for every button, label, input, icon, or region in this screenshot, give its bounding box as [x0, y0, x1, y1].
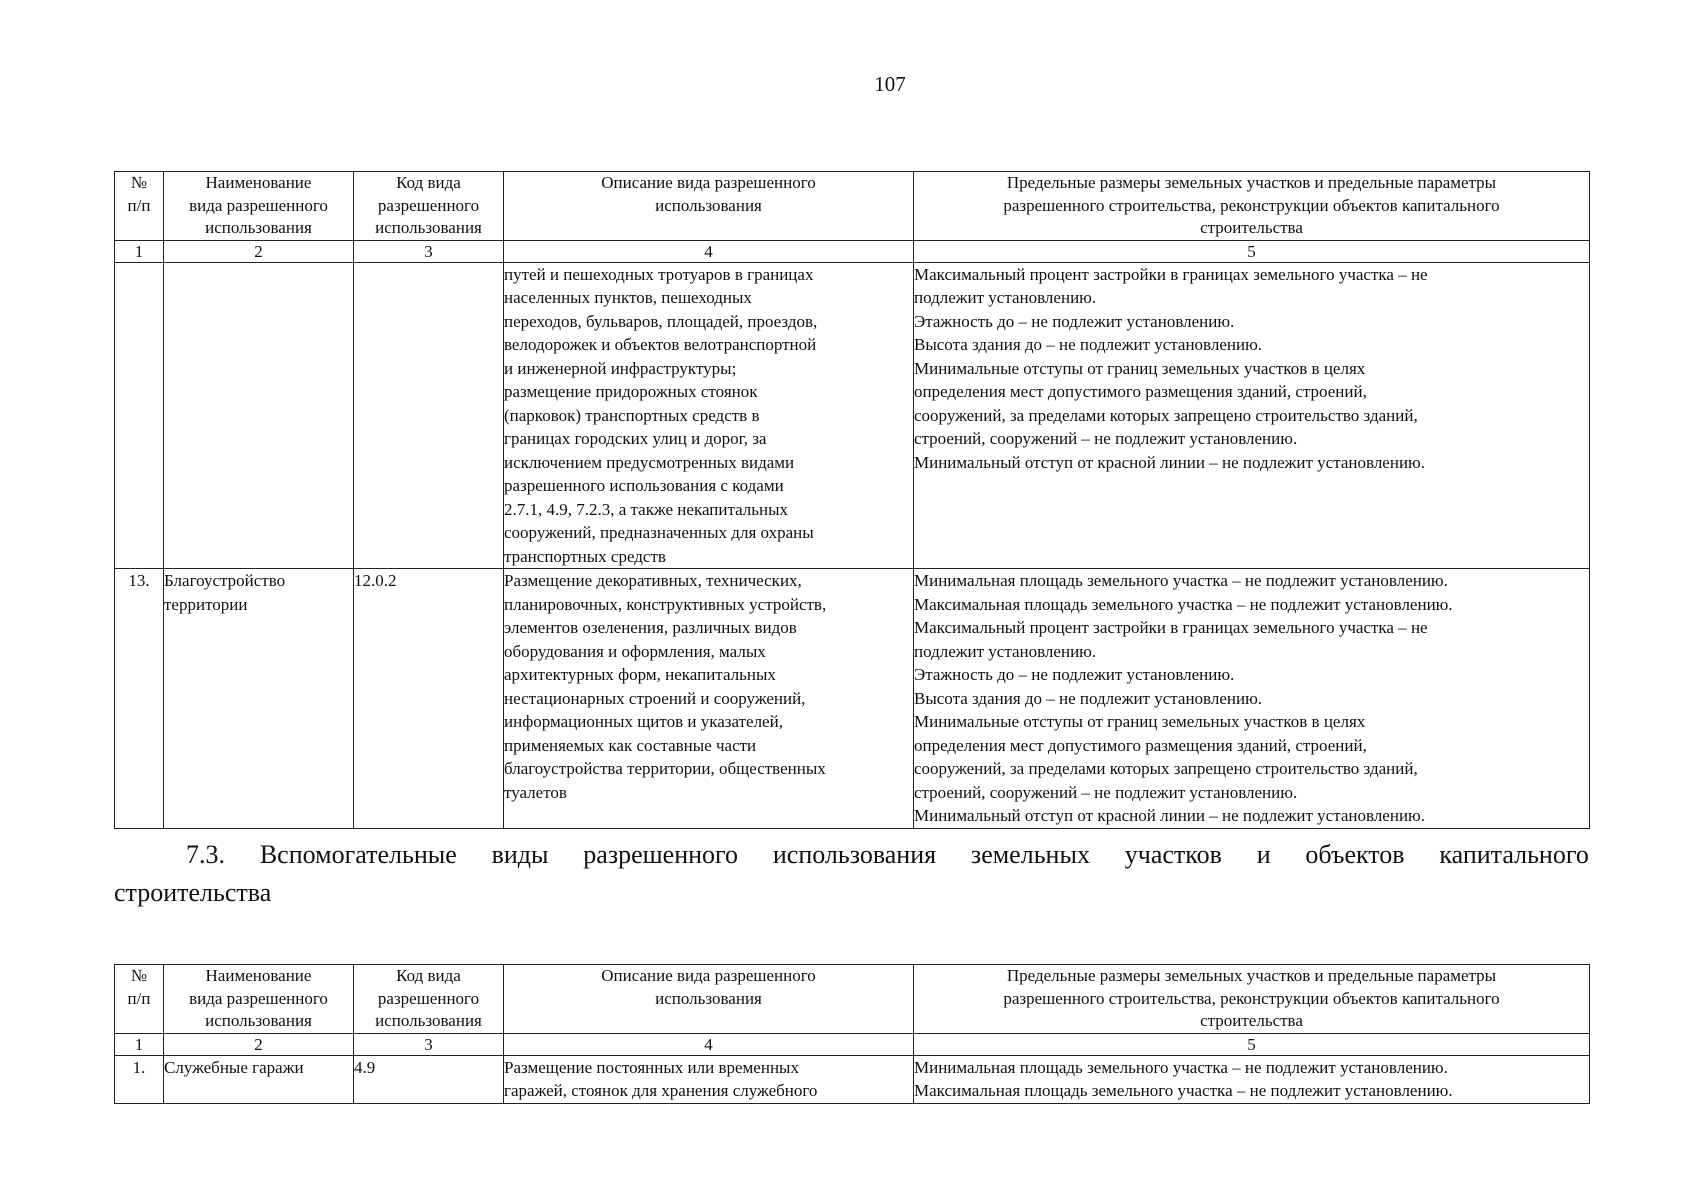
use-code: 12.0.2 [354, 569, 504, 829]
table1_rows.1.description-line: благоустройства территории, общественных [504, 759, 826, 778]
header.col5-line: разрешенного строительства, реконструкции объектов капитального [1003, 195, 1500, 215]
heading-word: земельных [970, 840, 1090, 869]
header.col5-line: Предельные размеры земельных участков и предельные параметры [1006, 173, 1497, 192]
table1_rows.0.description-line: исключением предусмотренных видами [504, 452, 795, 472]
header.col4-line: использования [655, 195, 762, 215]
column-number: 2 [164, 240, 354, 262]
table2_rows.0.params-line: Максимальная площадь земельного участка – не подлежит установлению. [914, 1081, 1453, 1100]
table1_rows.0.params-line: строений, сооружений – не подлежит установлению. [914, 429, 1298, 448]
use-name [164, 262, 354, 569]
header.col5-line: строительства [1200, 1011, 1303, 1030]
column-number: 4 [504, 240, 914, 262]
header.col5-line: строительства [1200, 218, 1303, 237]
table1_rows.1.name-line: территории [164, 594, 248, 614]
header.col4-line: Описание вида разрешенного [601, 966, 816, 985]
use-name [164, 569, 354, 829]
table1_rows.0.params-line: Минимальные отступы от границ земельных участков в целях [914, 358, 1366, 378]
header.col4-line: Описание вида разрешенного [601, 173, 816, 192]
use-parameters [914, 1055, 1590, 1103]
header.col2-line: использования [205, 218, 312, 237]
header-col4 [504, 965, 914, 1034]
table1_rows.1.params-line: Минимальные отступы от границ земельных участков в целях [914, 712, 1366, 731]
header.col2-line: Наименование [205, 966, 312, 985]
column-number-row [115, 1033, 1590, 1055]
table1_rows.0.description-line: переходов, бульваров, площадей, проездов, [504, 311, 818, 331]
header.col3-line: Код вида [396, 173, 461, 192]
header.col1-line: п/п [127, 988, 151, 1008]
table1_rows.0.params-line: Этажность до – не подлежит установлению. [914, 311, 1235, 331]
use-name [164, 1055, 354, 1103]
section-heading [114, 836, 1589, 912]
column-number: 4 [504, 1033, 914, 1055]
table1_rows.0.params-line: подлежит установлению. [914, 288, 1097, 307]
table1_rows.1.description-line: туалетов [504, 782, 567, 802]
table1_rows.1.name-line: Благоустройство [164, 571, 286, 590]
use-code: 4.9 [354, 1055, 504, 1103]
table1_rows.0.description-line: и инженерной инфраструктуры; [504, 358, 737, 378]
table1_rows.1.params-line: подлежит установлению. [914, 641, 1097, 661]
table1_rows.1.description-line: нестационарных строений и сооружений, [504, 688, 806, 708]
table1_rows.1.params-line: сооружений, за пределами которых запрещено строительство зданий, [914, 759, 1418, 778]
table1_rows.1.description-line: оборудования и оформления, малых [504, 641, 766, 661]
header-col5 [914, 172, 1590, 241]
table1_rows.1.params-line: определения мест допустимого размещения зданий, строений, [914, 735, 1367, 755]
table1_rows.0.params-line: Минимальный отступ от красной линии – не подлежит установлению. [914, 452, 1425, 472]
header-col3 [354, 965, 504, 1034]
page-number: 107 [874, 72, 906, 96]
table1_rows.1.params-line: Максимальный процент застройки в границах земельного участка – не [914, 618, 1428, 637]
header-col1 [115, 965, 164, 1034]
header-col5 [914, 965, 1590, 1034]
header.col5-line: разрешенного строительства, реконструкции объектов капитального [1003, 988, 1500, 1008]
use-parameters [914, 262, 1590, 569]
header-col4 [504, 172, 914, 241]
table1_rows.0.description-line: (парковок) транспортных средств в [504, 405, 760, 425]
header.col3-line: использования [375, 1011, 482, 1030]
table1_rows.1.params-line: Минимальный отступ от красной линии – не подлежит установлению. [914, 806, 1425, 825]
table1_rows.0.params-line: Высота здания до – не подлежит установлению. [914, 335, 1263, 354]
header.col1-line: № [130, 966, 148, 985]
header-col3 [354, 172, 504, 241]
table2_rows.0.params-line: Минимальная площадь земельного участка – не подлежит установлению. [914, 1057, 1448, 1077]
header.col2-line: вида разрешенного [189, 988, 328, 1008]
table1_rows.1.params-line: Минимальная площадь земельного участка – не подлежит установлению. [914, 571, 1448, 590]
table-row [115, 569, 1590, 829]
heading-word: объектов [1305, 840, 1405, 869]
table1_rows.0.description-line: велодорожек и объектов велотранспортной [504, 335, 817, 354]
land-use-table-main [114, 171, 1590, 829]
column-number: 5 [914, 1033, 1590, 1055]
table1_rows.1.params-line: Максимальная площадь земельного участка – не подлежит установлению. [914, 594, 1453, 614]
table1_rows.0.description-line: сооружений, предназначенных для охраны [504, 523, 814, 542]
heading-word: использования [772, 840, 937, 869]
row-number: 1. [115, 1055, 164, 1103]
table1_rows.0.description-line: границах городских улиц и дорог, за [504, 429, 767, 448]
header-col2 [164, 172, 354, 241]
table1_rows.1.description-line: элементов озеленения, различных видов [504, 618, 797, 637]
header.col2-line: вида разрешенного [189, 195, 328, 215]
header-row [115, 965, 1590, 1034]
table1_rows.0.description-line: транспортных средств [504, 546, 666, 566]
use-description [504, 569, 914, 829]
table1_rows.0.params-line: Максимальный процент застройки в границах земельного участка – не [914, 264, 1428, 284]
use-description [504, 262, 914, 569]
heading-word: 7.3. [186, 840, 225, 869]
header.col1-line: № [130, 173, 148, 192]
table1_rows.1.params-line: строений, сооружений – не подлежит установлению. [914, 782, 1298, 802]
row-number [115, 262, 164, 569]
table-row [115, 262, 1590, 569]
table1_rows.1.description-line: архитектурных форм, некапитальных [504, 665, 776, 684]
table1_rows.0.description-line: путей и пешеходных тротуаров в границах [504, 264, 814, 284]
header-col1 [115, 172, 164, 241]
table1_rows.0.params-line: сооружений, за пределами которых запрещено строительство зданий, [914, 405, 1418, 425]
header.col2-line: Наименование [205, 173, 312, 192]
table1_rows.1.params-line: Высота здания до – не подлежит установлению. [914, 688, 1263, 708]
table1_rows.1.description-line: информационных щитов и указателей, [504, 712, 783, 731]
table1_rows.1.description-line: Размещение декоративных, технических, [504, 571, 802, 590]
table1_rows.0.description-line: размещение придорожных стоянок [504, 382, 758, 401]
section-heading-line2: строительства [114, 878, 272, 907]
section-heading-line1 [114, 836, 1589, 874]
header-row [115, 172, 1590, 241]
table1_rows.0.params-line: определения мест допустимого размещения зданий, строений, [914, 382, 1367, 401]
header.col3-line: использования [375, 218, 482, 237]
use-code [354, 262, 504, 569]
column-number: 2 [164, 1033, 354, 1055]
column-number: 3 [354, 1033, 504, 1055]
row-number: 13. [115, 569, 164, 829]
header.col3-line: разрешенного [377, 195, 480, 215]
table1_rows.0.description-line: разрешенного использования с кодами [504, 476, 784, 495]
heading-word: участков [1124, 840, 1222, 869]
column-number: 1 [115, 240, 164, 262]
table2_rows.0.name-line: Служебные гаражи [164, 1057, 304, 1077]
land-use-table-auxiliary [114, 964, 1590, 1104]
header.col4-line: использования [655, 988, 762, 1008]
header-col2 [164, 965, 354, 1034]
use-description [504, 1055, 914, 1103]
use-parameters [914, 569, 1590, 829]
header.col3-line: Код вида [396, 966, 461, 985]
header.col3-line: разрешенного [377, 988, 480, 1008]
table-row [115, 1055, 1590, 1103]
header.col5-line: Предельные размеры земельных участков и предельные параметры [1006, 966, 1497, 985]
header.col2-line: использования [205, 1011, 312, 1030]
column-number-row [115, 240, 1590, 262]
column-number: 1 [115, 1033, 164, 1055]
heading-word: разрешенного [583, 840, 739, 869]
table1_rows.0.description-line: населенных пунктов, пешеходных [504, 288, 752, 307]
heading-word: Вспомогательные [259, 840, 457, 869]
column-number: 5 [914, 240, 1590, 262]
table2_rows.0.description-line: Размещение постоянных или временных [504, 1057, 799, 1077]
table1_rows.1.params-line: Этажность до – не подлежит установлению. [914, 665, 1235, 684]
table1_rows.1.description-line: применяемых как составные части [504, 735, 757, 755]
heading-word: капитального [1439, 840, 1589, 869]
table2_rows.0.description-line: гаражей, стоянок для хранения служебного [504, 1081, 818, 1100]
table1_rows.0.description-line: 2.7.1, 4.9, 7.2.3, а также некапитальных [504, 499, 789, 519]
header.col1-line: п/п [127, 195, 151, 215]
heading-word: и [1256, 840, 1271, 869]
table1_rows.1.description-line: планировочных, конструктивных устройств, [504, 594, 827, 614]
heading-word: виды [491, 840, 549, 869]
column-number: 3 [354, 240, 504, 262]
